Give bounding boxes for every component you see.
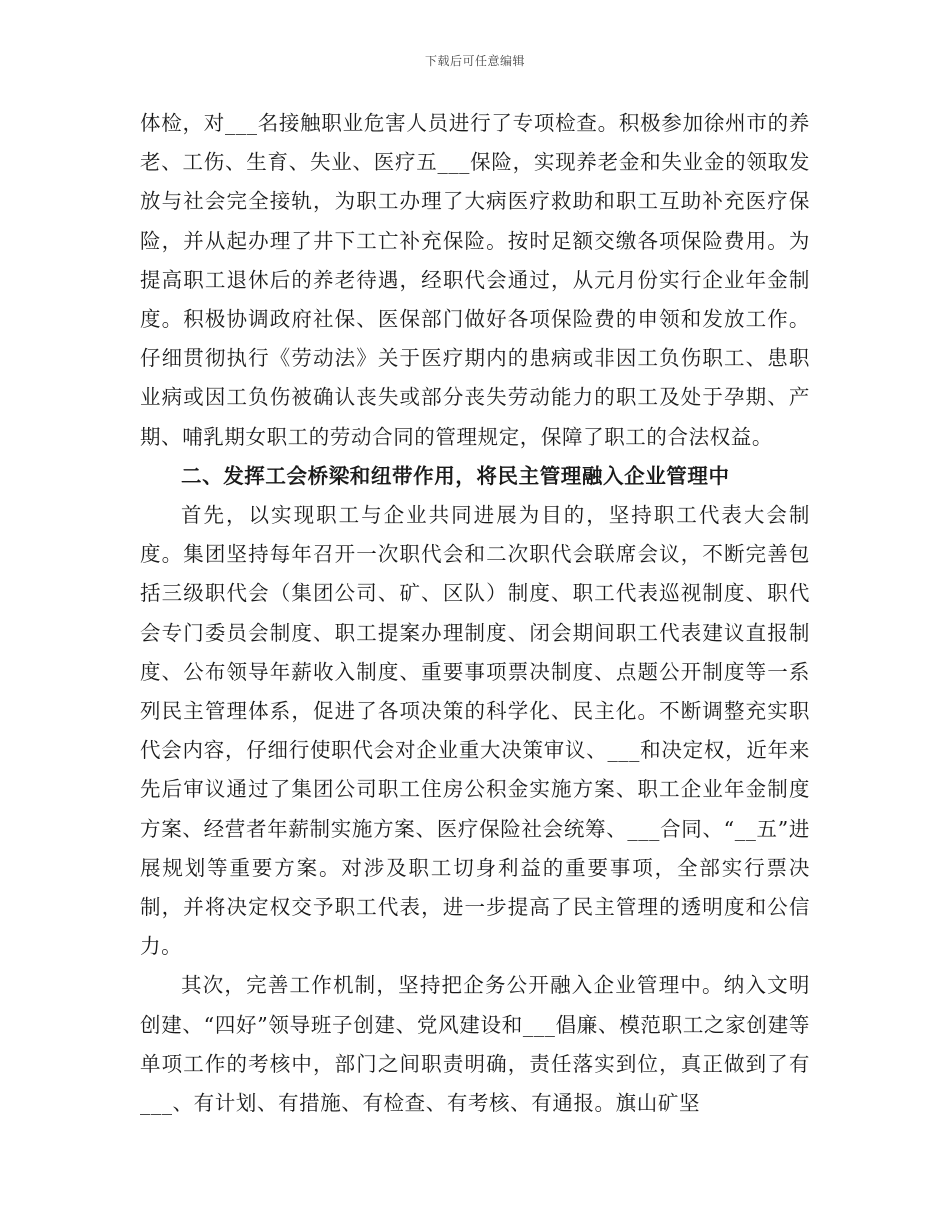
paragraph-3: 其次，完善工作机制，坚持把企务公开融入企业管理中。纳入文明创建、“四好”领导班子创建、党风建设和___倡廉、模范职工之家创建等单项工作的考核中，部门之间职责明确，责任落实到位，真正做到了有___、有计划、有措施、有检查、有考核、有通报。旗山矿坚 [140,973,810,1116]
page-header: 下载后可任意编辑 [424,54,525,68]
paragraph-2: 首先，以实现职工与企业共同进展为目的，坚持职工代表大会制度。集团坚持每年召开一次职代会和二次职代会联席会议，不断完善包括三级职代会（集团公司、矿、区队）制度、职工代表巡视制度、职代会专门委员会制度、职工提案办理制度、闭会期间职工代表建议直报制度、公布领导年薪收入制度、重要事项票决制度、点题公开制度等一系列民主管理体系，促进了各项决策的科学化、民主化。不断调整充实职代会内容，仔细行使职代会对企业重大决策审议、___和决定权，近年来先后审议通过了集团公司职工住房公积金实施方案、职工企业年金制度方案、经营者年薪制实施方案、医疗保险社会统筹、___合同、“__五”进展规划等重要方案。对涉及职工切身利益的重要事项，全部实行票决制，并将决定权交予职工代表，进一步提高了民主管理的透明度和公信力。 [140,503,810,959]
paragraph-1: 体检，对___名接触职业危害人员进行了专项检查。积极参加徐州市的养老、工伤、生育、失业、医疗五___保险，实现养老金和失业金的领取发放与社会完全接轨，为职工办理了大病医疗救助和职工互助补充医疗保险，并从起办理了井下工亡补充保险。按时足额交缴各项保险费用。为提高职工退休后的养老待遇，经职代会通过，从元月份实行企业年金制度。积极协调政府社保、医保部门做好各项保险费的申领和发放工作。仔细贯彻执行《劳动法》关于医疗期内的患病或非因工负伤职工、患职业病或因工负伤被确认丧失或部分丧失劳动能力的职工及处于孕期、产期、哺乳期女职工的劳动合同的管理规定，保障了职工的合法权益。 [140,111,810,449]
document-body [140,104,810,1123]
section-heading: 二、发挥工会桥梁和纽带作用，将民主管理融入企业管理中 [181,463,730,488]
